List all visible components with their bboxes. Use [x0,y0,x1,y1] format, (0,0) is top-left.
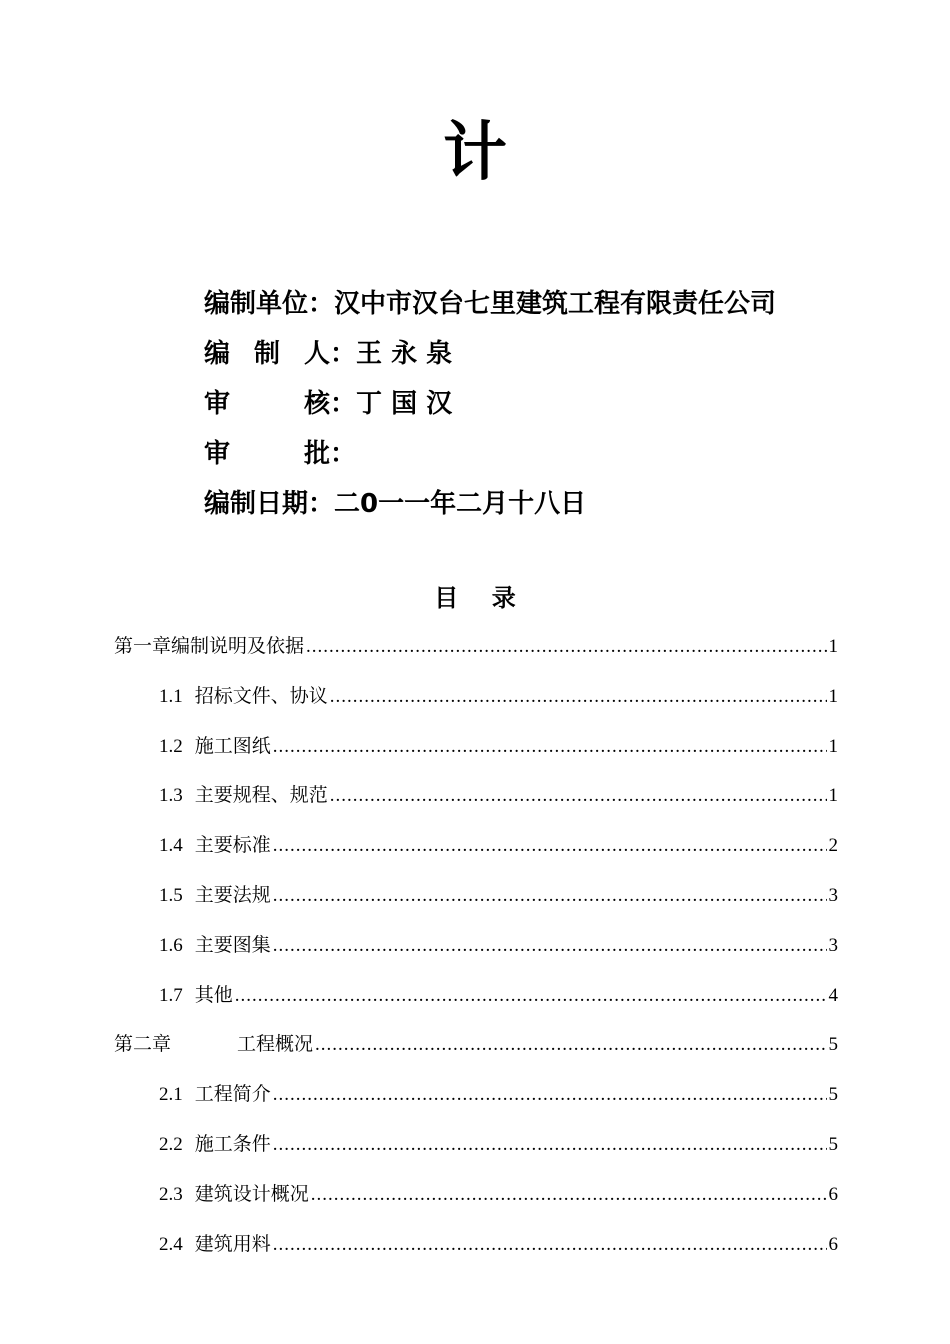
toc-entry[interactable] [114,823,838,873]
table-of-contents [114,624,838,1271]
review-label-char: 审 [204,388,231,419]
toc-entry-page: 5 [828,1034,838,1056]
toc-entry-page: 4 [828,984,838,1006]
toc-entry-page: 5 [828,1084,838,1106]
toc-leader [273,724,827,770]
toc-leader [311,1172,827,1218]
toc-leader [273,1072,827,1118]
approve-label-char: 审 [204,438,231,469]
toc-entry-title: 第一章编制说明及依据 [114,636,305,657]
info-row-review [204,376,904,426]
toc-entry[interactable] [114,624,838,674]
author-label [204,333,330,370]
toc-entry-title: 建筑设计概况 [194,1183,309,1205]
toc-entry-title: 主要规程、规范 [194,785,328,807]
toc-entry-number: 2.2 [159,1133,183,1155]
info-row-approve [204,426,904,476]
toc-entry-title: 招标文件、协议 [194,685,328,707]
toc-leader [315,1022,826,1068]
toc-entry-page: 1 [828,735,838,757]
toc-entry-page: 1 [828,685,838,707]
toc-entry-title: 其他 [194,984,233,1006]
toc-entry-title: 施工图纸 [194,735,271,757]
toc-entry[interactable] [114,773,838,823]
document-info [204,276,904,526]
toc-entry-title: 主要图集 [194,934,271,956]
toc-entry-title: 施工条件 [194,1133,271,1155]
toc-entry-page: 3 [828,934,838,956]
review-label-char: 核 [303,388,330,419]
toc-leader [330,773,827,819]
toc-entry[interactable] [114,1022,838,1072]
toc-entry-number: 第二章 [114,1034,172,1056]
toc-leader [273,923,827,969]
toc-leader [273,823,827,869]
author-label-char: 人 [303,338,330,369]
author-label-char: 制 [253,338,280,369]
info-row-author [204,326,904,376]
toc-entry-title: 主要法规 [194,884,271,906]
info-row-unit [204,276,904,326]
approve-colon: ： [330,438,357,469]
toc-entry-page: 5 [828,1133,838,1155]
toc-heading: 目 录 [434,584,516,612]
toc-leader [330,674,827,720]
toc-entry-page: 1 [828,785,838,807]
toc-leader [273,1122,827,1168]
toc-leader [273,1222,827,1268]
toc-entry-title: 工程简介 [194,1084,271,1106]
toc-entry-page: 6 [828,1233,838,1255]
toc-entry-number: 1.7 [159,984,183,1006]
date-label: 编制日期： [204,488,335,519]
unit-value: 汉中市汉台七里建筑工程有限责任公司 [334,288,777,319]
toc-entry-page: 3 [828,884,838,906]
toc-entry[interactable] [114,1122,838,1172]
review-value: 丁 国 汉 [356,388,453,419]
toc-entry-page: 2 [828,835,838,857]
info-row-date [204,476,904,526]
toc-leader [235,973,827,1019]
toc-entry-number: 1.2 [159,735,183,757]
toc-entry-page: 1 [828,636,838,657]
toc-entry[interactable] [114,1222,838,1272]
toc-entry[interactable] [114,973,838,1023]
toc-entry-number: 1.3 [159,785,183,807]
toc-entry-page: 6 [828,1183,838,1205]
toc-entry-number: 1.4 [159,835,183,857]
toc-entry-number: 2.4 [159,1233,183,1255]
toc-entry-number: 2.3 [159,1183,183,1205]
toc-entry[interactable] [114,674,838,724]
page-title: 计 [443,116,507,190]
toc-entry[interactable] [114,1072,838,1122]
toc-entry-number: 1.5 [159,884,183,906]
approve-label [204,433,330,470]
approve-label-char: 批 [303,438,330,469]
review-label [204,383,330,420]
toc-entry[interactable] [114,1172,838,1222]
toc-entry[interactable] [114,923,838,973]
author-value: 王 永 泉 [356,338,453,369]
unit-label: 编制单位： [204,288,335,319]
toc-entry-number: 1.1 [159,685,183,707]
toc-entry-title: 工程概况 [237,1034,314,1056]
toc-leader [306,624,826,670]
author-label-char: 编 [204,338,231,369]
toc-leader [273,873,827,919]
toc-entry-title: 建筑用料 [194,1233,271,1255]
toc-entry-number: 2.1 [159,1084,183,1106]
date-value: 二0一一年二月十八日 [334,488,587,519]
author-colon: ： [330,338,357,369]
toc-entry-number: 1.6 [159,934,183,956]
toc-entry-title: 主要标准 [194,835,271,857]
toc-entry[interactable] [114,724,838,774]
review-colon: ： [330,388,357,419]
toc-entry[interactable] [114,873,838,923]
